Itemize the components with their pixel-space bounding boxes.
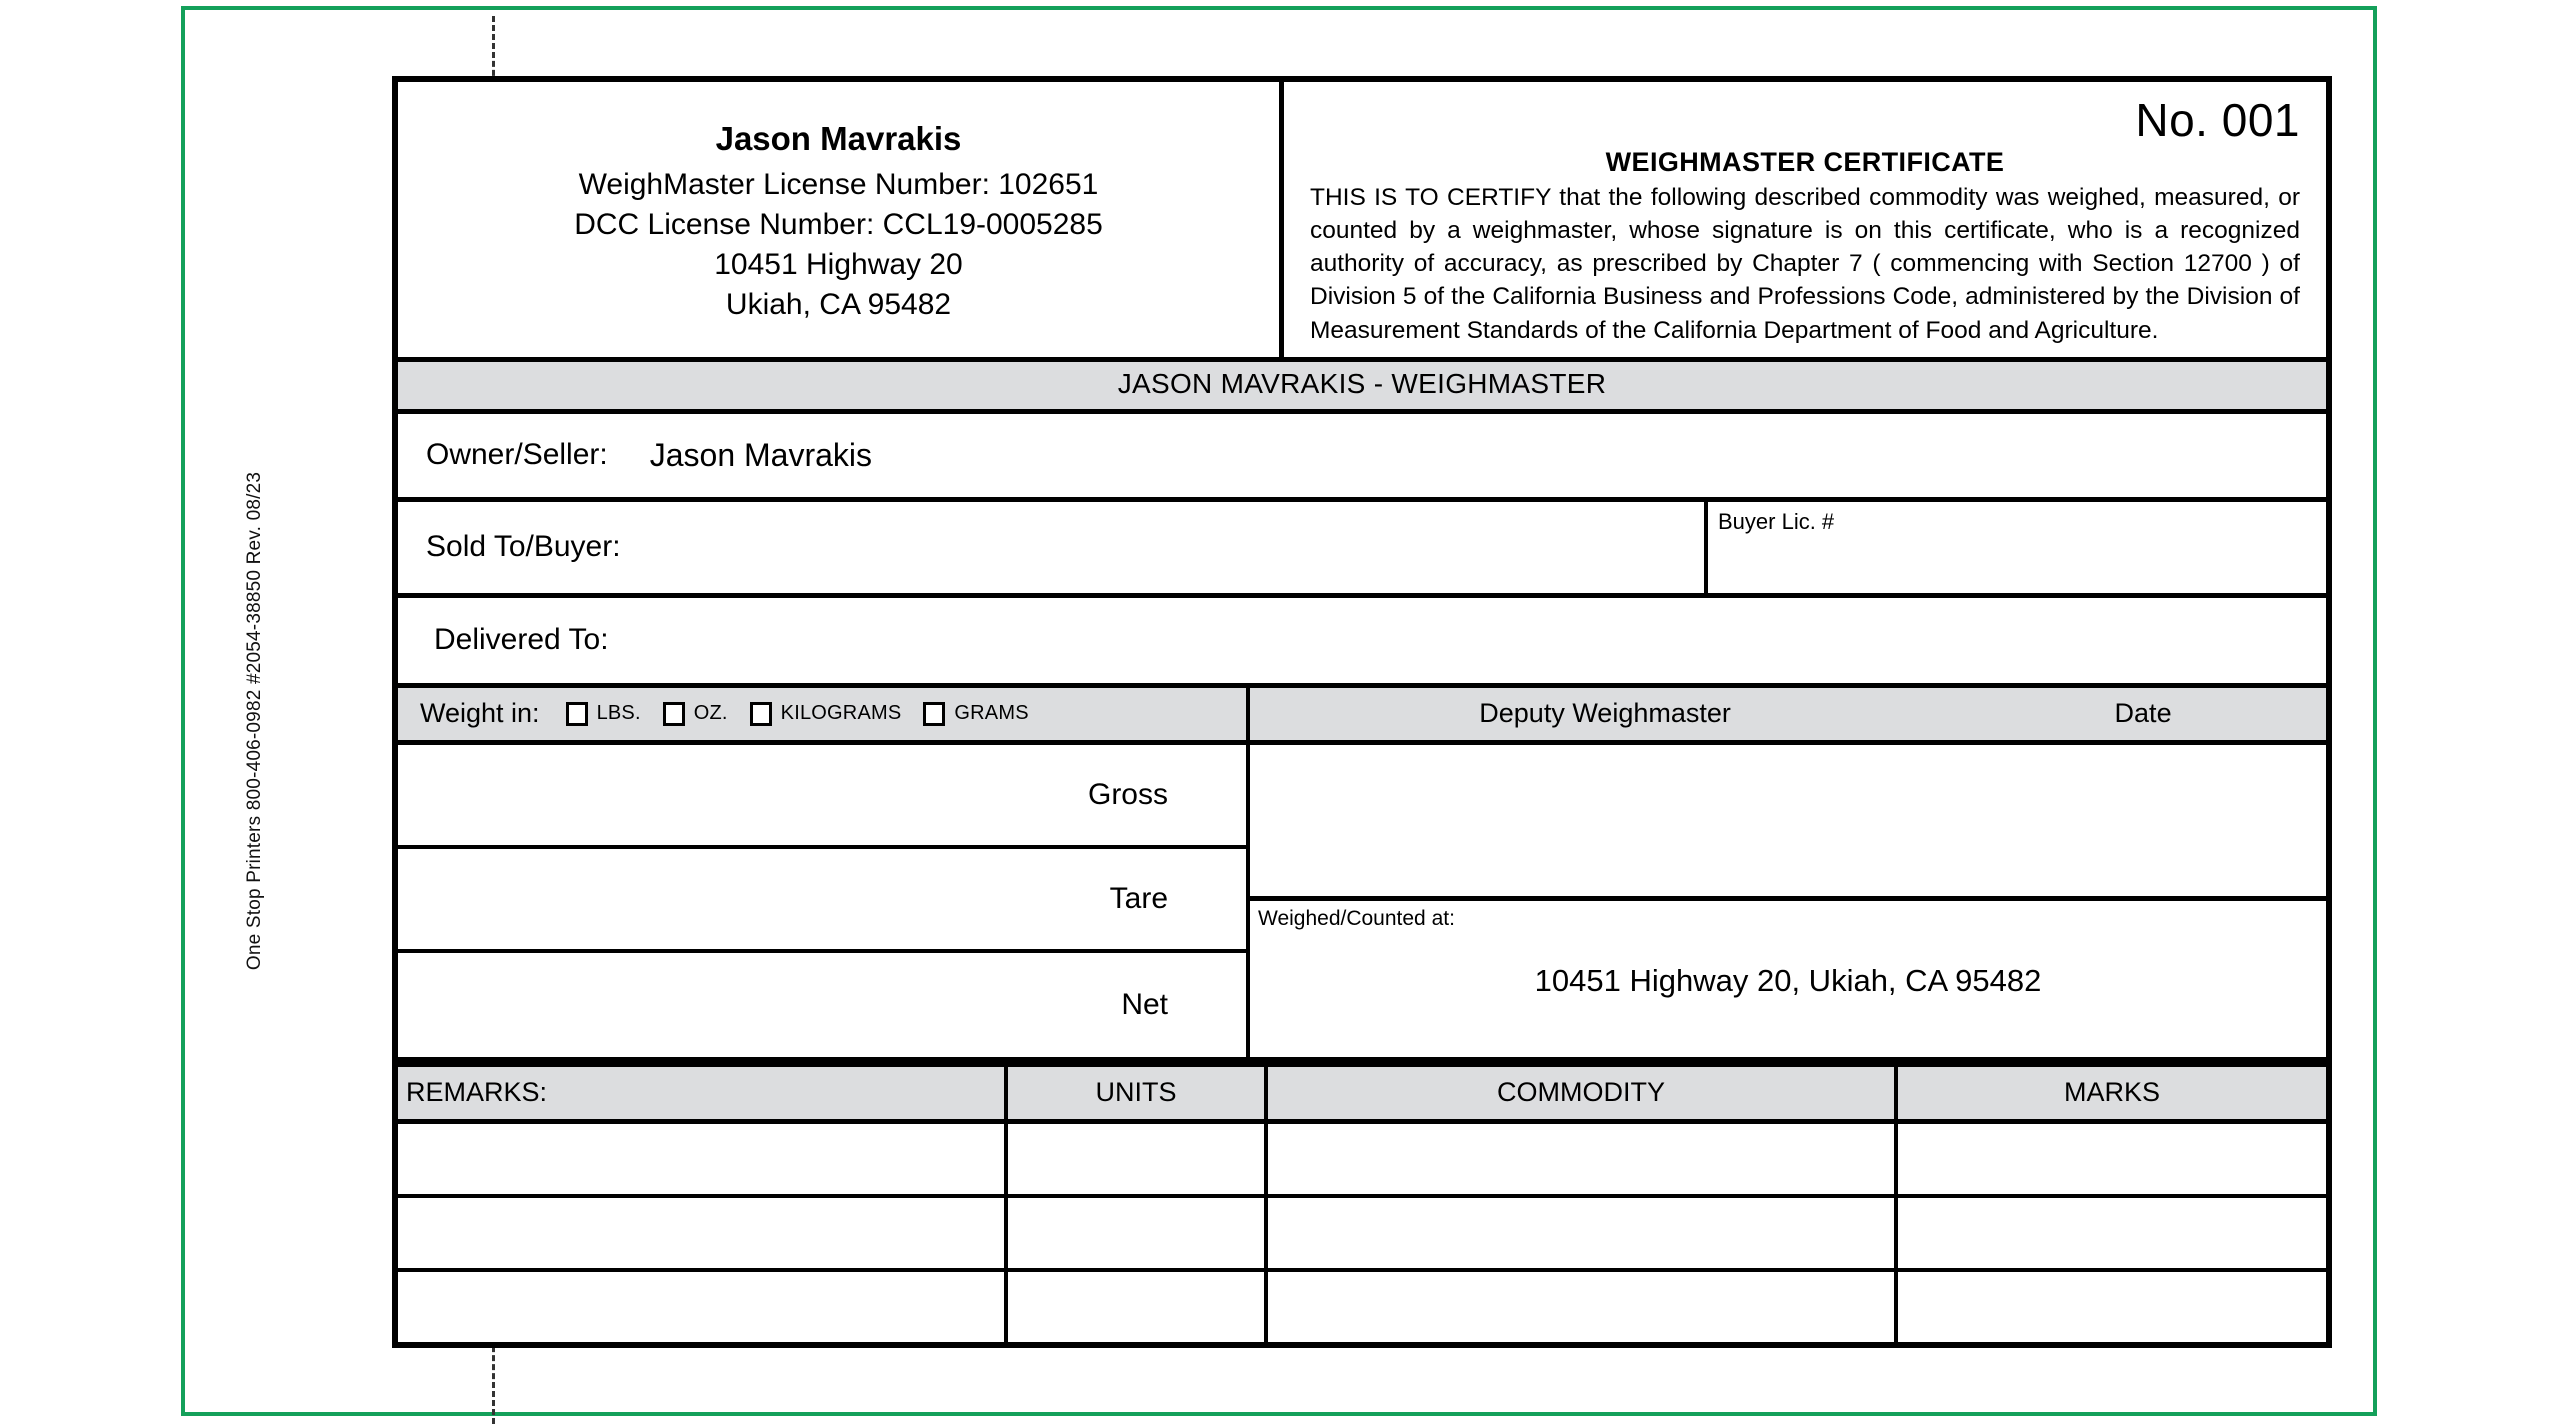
weighmaster-name-banner: JASON MAVRAKIS - WEIGHMASTER [398, 362, 2326, 414]
cell-units[interactable] [1008, 1272, 1268, 1342]
cell-marks[interactable] [1898, 1272, 2326, 1342]
cell-commodity[interactable] [1268, 1198, 1898, 1268]
certificate-statement-block [1284, 82, 2326, 357]
cell-units[interactable] [1008, 1198, 1268, 1268]
table-row[interactable] [398, 1272, 2326, 1342]
cell-units[interactable] [1008, 1124, 1268, 1194]
unit-label-lbs: LBS. [596, 702, 641, 725]
signature-column-header [1250, 688, 2326, 740]
table-row[interactable] [398, 1198, 2326, 1272]
weight-in-selector [398, 688, 1250, 740]
unit-label-grams: GRAMS [954, 702, 1029, 725]
owner-seller-row [398, 414, 2326, 502]
business-info-block [398, 82, 1284, 357]
certificate-number: No. 001 [2135, 94, 2300, 146]
column-header-remarks: REMARKS: [398, 1067, 1008, 1119]
unit-label-oz: OZ. [693, 702, 728, 725]
net-label: Net [1121, 987, 1168, 1021]
business-address-line-1: 10451 Highway 20 [714, 248, 963, 282]
sold-to-buyer-field[interactable] [398, 502, 1708, 593]
column-header-commodity: COMMODITY [1268, 1067, 1898, 1119]
unit-label-kilograms: KILOGRAMS [780, 702, 902, 725]
weight-units-header [398, 688, 2326, 745]
cell-commodity[interactable] [1268, 1272, 1898, 1342]
remarks-table-header [398, 1062, 2326, 1124]
tare-weight-row[interactable] [398, 849, 1246, 953]
business-name: Jason Mavrakis [715, 120, 962, 157]
weight-entries-column [398, 745, 1250, 1057]
weighmaster-license-line: WeighMaster License Number: 102651 [578, 167, 1099, 201]
dcc-license-line: DCC License Number: CCL19-0005285 [574, 208, 1103, 242]
delivered-to-label: Delivered To: [434, 623, 609, 657]
unit-option-kilograms[interactable] [750, 702, 902, 726]
weighmaster-certificate [392, 76, 2332, 1348]
certificate-legal-text: THIS IS TO CERTIFY that the following described commodity was weighed, measured, or counted by a weighmaster, whose signature is on this certificate, who is a recognized authority of accuracy, as prescribed by Chapter 7 ( commencing with Section 12700 ) of Division 5 of the California Business and Professions Code, administered by the Division of Measurement Standards of the California Department of Food and Agriculture. [1310, 183, 2300, 344]
weight-in-label: Weight in: [420, 698, 540, 729]
deputy-weighmaster-signature-area[interactable] [1250, 745, 2326, 901]
checkbox-icon-oz[interactable] [663, 702, 685, 726]
gross-label: Gross [1087, 777, 1168, 811]
table-row[interactable] [398, 1124, 2326, 1198]
unit-option-lbs[interactable] [566, 702, 641, 726]
cell-remarks[interactable] [398, 1124, 1008, 1194]
business-address-line-2: Ukiah, CA 95482 [725, 288, 952, 322]
checkbox-icon-grams[interactable] [923, 702, 945, 726]
column-header-marks: MARKS [2063, 1077, 2161, 1108]
weighed-counted-at-label: Weighed/Counted at: [1258, 906, 1455, 930]
cell-marks[interactable] [1898, 1124, 2326, 1194]
unit-option-grams[interactable] [923, 702, 1028, 726]
signature-and-location-column [1250, 745, 2326, 1057]
checkbox-icon-kilograms[interactable] [750, 702, 772, 726]
cell-marks[interactable] [1898, 1198, 2326, 1268]
gross-weight-row[interactable] [398, 745, 1246, 849]
deputy-weighmaster-label: Deputy Weighmaster [1479, 698, 1731, 729]
weighed-counted-at-value: 10451 Highway 20, Ukiah, CA 95482 [1534, 962, 2042, 998]
delivered-to-row[interactable] [398, 598, 2326, 688]
checkbox-icon-lbs[interactable] [566, 702, 588, 726]
column-header-units: UNITS [1008, 1067, 1268, 1119]
sold-to-buyer-label: Sold To/Buyer: [426, 530, 621, 564]
certificate-header [398, 82, 2326, 362]
owner-seller-label: Owner/Seller: [426, 438, 608, 472]
weighed-counted-at-block [1250, 901, 2326, 1057]
cell-remarks[interactable] [398, 1198, 1008, 1268]
buyer-lic-field[interactable] [1708, 502, 2326, 593]
owner-seller-value[interactable]: Jason Mavrakis [649, 436, 873, 473]
cell-commodity[interactable] [1268, 1124, 1898, 1194]
date-label: Date [2114, 698, 2172, 729]
certificate-title: WEIGHMASTER CERTIFICATE [1605, 146, 2005, 177]
sold-to-buyer-row [398, 502, 2326, 598]
cell-remarks[interactable] [398, 1272, 1008, 1342]
tare-label: Tare [1109, 881, 1168, 915]
net-weight-row[interactable] [398, 953, 1246, 1057]
unit-option-oz[interactable] [663, 702, 728, 726]
buyer-lic-label: Buyer Lic. # [1718, 508, 1835, 534]
weights-and-signature-section [398, 745, 2326, 1062]
printer-imprint-text: One Stop Printers 800-406-0982 #2054-38850 Rev. 08/23 [244, 471, 265, 971]
